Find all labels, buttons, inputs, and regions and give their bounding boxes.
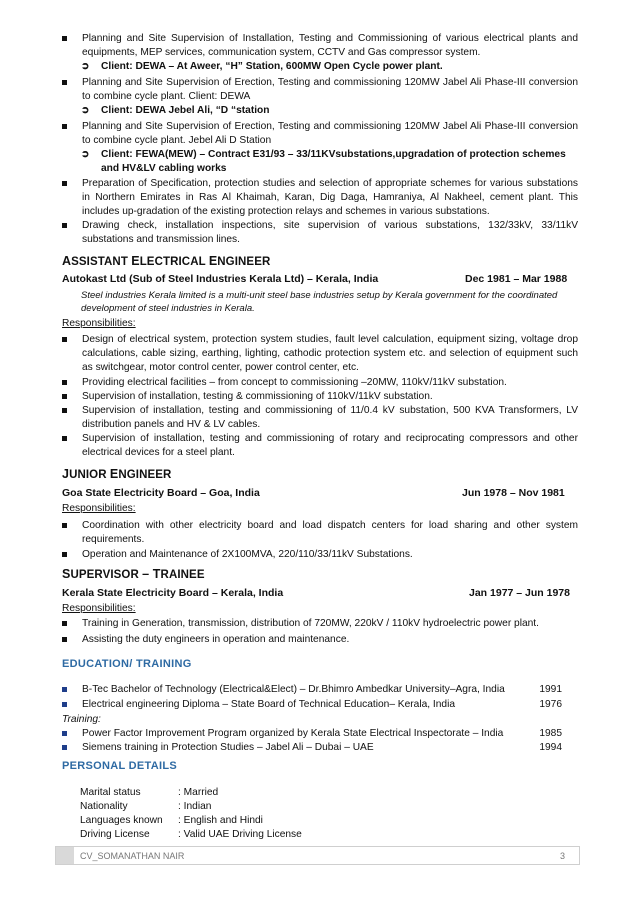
list-item: [62, 548, 578, 562]
bullet-marker: [62, 523, 67, 528]
list-item: [62, 432, 578, 460]
client-line: [81, 148, 578, 176]
training-year: 1994: [539, 742, 562, 753]
client-text: Client: DEWA Jebel Ali, “D “station: [101, 105, 270, 116]
bullet-marker: [62, 394, 67, 399]
date-range: Dec 1981 – Mar 1988: [465, 273, 568, 285]
list-item: [62, 519, 578, 547]
personal-key: Marital status: [80, 787, 141, 798]
page-footer: [55, 846, 580, 865]
list-item: [62, 617, 578, 631]
date-range: Jan 1977 – Jun 1978: [469, 587, 570, 599]
personal-key: Driving License: [80, 829, 150, 840]
organization: Kerala State Electricity Board – Kerala, India: [62, 587, 284, 599]
organization: Goa State Electricity Board – Goa, India: [62, 487, 260, 499]
bullet-marker: [62, 408, 67, 413]
list-item: [62, 390, 578, 404]
responsibilities-label: Responsibilities:: [62, 503, 136, 514]
bullet-marker: [62, 637, 67, 642]
list-item: [62, 219, 578, 247]
bullet-marker: [62, 337, 67, 342]
section-heading-education: EDUCATION/ TRAINING: [62, 658, 192, 670]
list-item-text: Operation and Maintenance of 2X100MVA, 220/110/33/11kV Substations.: [82, 549, 413, 560]
list-item-text: Preparation of Specification, protection studies and selection of appropriate schemes for various substations in Northern Emirates in Ras Al Khaimah, Karan, Dig Daga, Hamraniya, Al Nakheel, cement plant. This includes up-gradation of the existing protection relays and schemes in various substations.: [82, 178, 578, 217]
bullet-marker: [62, 124, 67, 129]
page-number: 3: [559, 851, 565, 861]
bullet-marker: [62, 80, 67, 85]
list-item: [62, 32, 578, 60]
list-item-text: Supervision of installation, testing and commissioning of 11/0.4 kV substation, 500 KVA Transformers, LV distribution panels and HV & LV cables.: [82, 405, 578, 430]
arrow-right-icon: ➲: [81, 149, 90, 160]
client-line: [81, 104, 578, 118]
personal-value: : Indian: [178, 801, 212, 812]
list-item: [62, 76, 578, 104]
training-text: Power Factor Improvement Program organized by Kerala State Electrical Inspectorate – India: [82, 728, 504, 739]
role-title: ASSISTANT ELECTRICAL ENGINEER: [62, 254, 271, 268]
list-item: [62, 333, 578, 375]
personal-value: : Married: [178, 787, 219, 798]
bullet-marker: [62, 552, 67, 557]
list-item: [62, 404, 578, 432]
education-text: B-Tec Bachelor of Technology (Electrical&Elect) – Dr.Bhimro Ambedkar University–Agra, India: [82, 684, 505, 695]
bullet-marker: [62, 436, 67, 441]
section-heading-personal: PERSONAL DETAILS: [62, 760, 178, 772]
list-item-text: Assisting the duty engineers in operation and maintenance.: [82, 634, 350, 645]
list-item-text: Coordination with other electricity board and load dispatch centers for load sharing and other system requirements.: [82, 520, 578, 545]
organization: Autokast Ltd (Sub of Steel Industries Kerala Ltd) – Kerala, India: [62, 273, 379, 285]
bullet-marker: [62, 621, 67, 626]
list-item: [62, 376, 578, 390]
list-item: [62, 120, 578, 148]
client-text: Client: DEWA – At Aweer, “H” Station, 600MW Open Cycle power plant.: [101, 61, 443, 72]
list-item-text: Supervision of installation, testing & commissioning of 110kV/11kV substation.: [82, 391, 433, 402]
date-range: Jun 1978 – Nov 1981: [462, 487, 565, 499]
education-year: 1991: [539, 684, 562, 695]
training-label: Training:: [62, 714, 101, 725]
list-item-text: Training in Generation, transmission, distribution of 720MW, 220kV / 110kV hydroelectric power plant.: [82, 618, 539, 629]
personal-key: Nationality: [80, 801, 128, 812]
list-item-text: Planning and Site Supervision of Erection, Testing and commissioning 120MW Jabel Ali Phase-III conversion to combine cycle plant. Client: DEWA: [82, 77, 578, 102]
bullet-marker: [62, 731, 67, 736]
list-item-text: Planning and Site Supervision of Installation, Testing and Commissioning of various electrical plants and equipments, MEP services, communication system, CCTV and Gas compressor system.: [82, 33, 578, 58]
client-text: Client: FEWA(MEW) – Contract E31/93 – 33/11KVsubstations,upgradation of protection schemes and HV&LV cabling works: [101, 149, 566, 174]
footer-shade: [56, 847, 74, 864]
training-text: Siemens training in Protection Studies – Jabel Ali – Dubai – UAE: [82, 742, 374, 753]
bullet-marker: [62, 380, 67, 385]
org-description: Steel industries Kerala limited is a multi-unit steel base industries setup by Kerala government for the coordinated development of steel industries in Kerala.: [81, 290, 558, 314]
training-year: 1985: [539, 728, 562, 739]
personal-value: : Valid UAE Driving License: [178, 829, 302, 840]
footer-doc-name: CV_SOMANATHAN NAIR: [80, 851, 185, 861]
bullet-marker: [62, 745, 67, 750]
arrow-right-icon: ➲: [81, 105, 90, 116]
list-item-text: Planning and Site Supervision of Erection, Testing and commissioning 120MW Jabel Ali Phase-III conversion to combine cycle plant. Jebel Ali D Station: [82, 121, 578, 146]
responsibilities-label: Responsibilities:: [62, 318, 136, 329]
education-year: 1976: [539, 699, 562, 710]
list-item-text: Providing electrical facilities – from concept to commissioning –20MW, 110kV/11kV substation.: [82, 377, 507, 388]
bullet-marker: [62, 181, 67, 186]
personal-key: Languages known: [80, 815, 163, 826]
personal-value: : English and Hindi: [178, 815, 263, 826]
bullet-marker: [62, 702, 67, 707]
bullet-marker: [62, 223, 67, 228]
role-title: SUPERVISOR – TRAINEE: [62, 567, 205, 581]
list-item-text: Design of electrical system, protection system studies, fault level calculation, equipment sizing, voltage drop calculations, cable sizing, earthing, lighting, cathodic protection system etc. and selection of equipment such as switchgear, motor control center, power control center, etc.: [82, 334, 578, 373]
role-title: JUNIOR ENGINEER: [62, 467, 172, 481]
list-item: [62, 633, 578, 647]
arrow-right-icon: ➲: [81, 61, 90, 72]
list-item-text: Supervision of installation, testing and commissioning of rotary and reciprocating compressors and other electrical devices for a steel plant.: [82, 433, 578, 458]
responsibilities-label: Responsibilities:: [62, 603, 136, 614]
list-item: [62, 177, 578, 219]
education-text: Electrical engineering Diploma – State Board of Technical Education– Kerala, India: [82, 699, 456, 710]
bullet-marker: [62, 36, 67, 41]
list-item-text: Drawing check, installation inspections, site supervision of various substations, 132/33kV, 33/11kV substations and transmission lines.: [82, 220, 578, 245]
bullet-marker: [62, 687, 67, 692]
client-line: [81, 60, 578, 74]
